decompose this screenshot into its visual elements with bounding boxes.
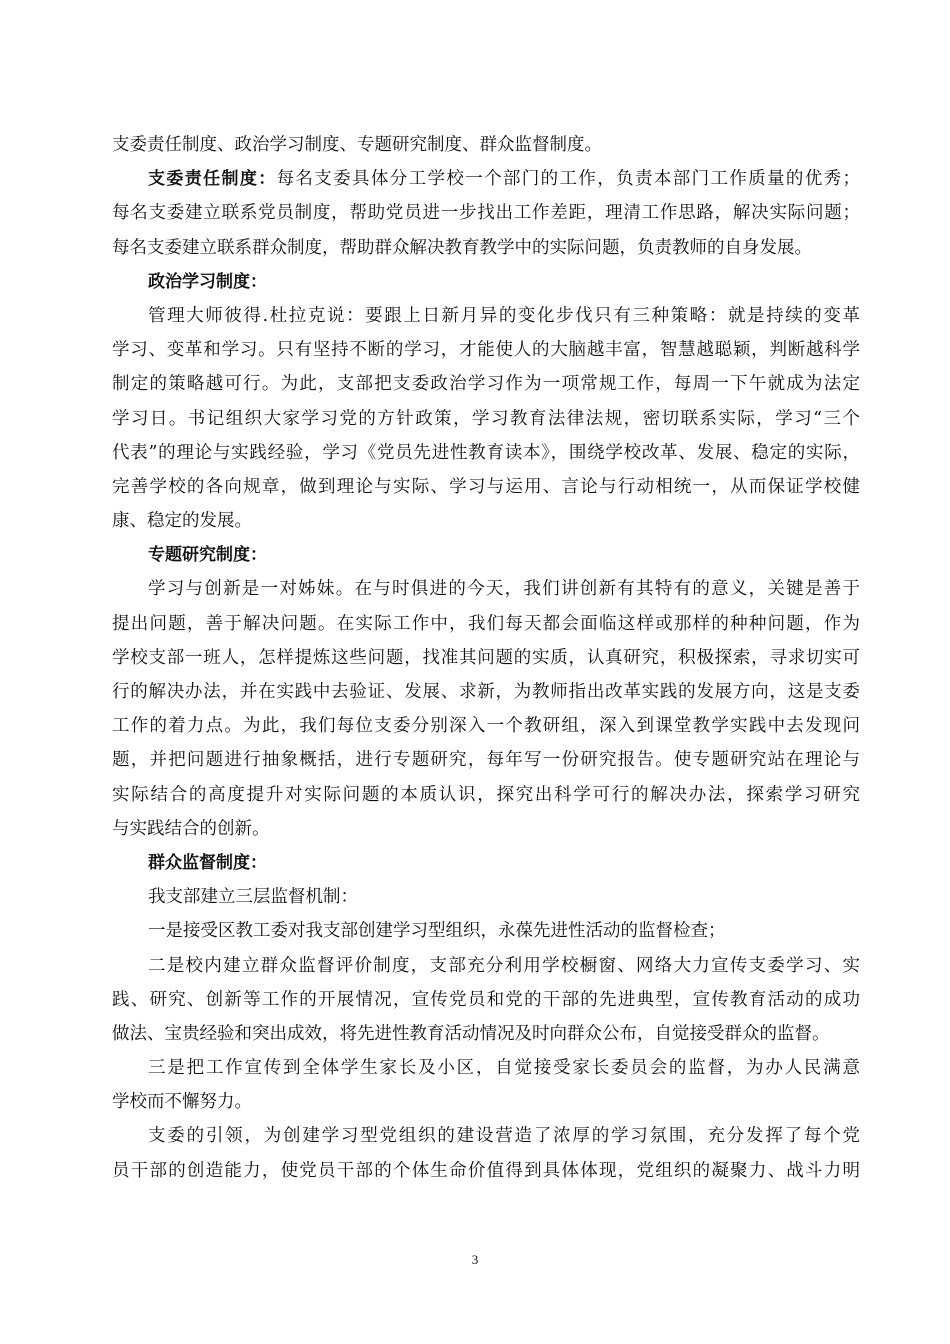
paragraph-line: 践、研究、创新等工作的开展情况，宣传党员和党的干部的先进典型，宣传教育活动的成功 <box>112 989 860 1010</box>
paragraph-line: 学校支部一班人，怎样提炼这些问题，找准其问题的实质，认真研究，积极探索，寻求切实可 <box>112 647 860 668</box>
paragraph-line: 康、稳定的发展。 <box>112 511 252 532</box>
paragraph-line: 做法、宝贵经验和突出成效，将先进性教育活动情况及时向群众公布，自觉接受群众的监督。 <box>112 1023 830 1044</box>
paragraph-line: 每名支委建立联系党员制度，帮助党员进一步找出工作差距，理清工作思路，解决实际问题； <box>112 203 860 224</box>
paragraph-line: 支委责任制度、政治学习制度、专题研究制度、群众监督制度。 <box>112 135 602 155</box>
document-body <box>112 128 860 1188</box>
paragraph-line: 一是接受区教工委对我支部创建学习型组织，永葆先进性活动的监督检查； <box>148 921 726 942</box>
paragraph-line: 代表”的理论与实践经验，学习《党员先进性教育读本》，围绕学校改革、发展、稳定的实际， <box>112 442 860 463</box>
paragraph-line: 三是把工作宣传到全体学生家长及小区，自觉接受家长委员会的监督，为办人民满意 <box>148 1058 860 1079</box>
paragraph-line: 制定的策略越可行。为此，支部把支委政治学习作为一项常规工作，每周一下午就成为法定 <box>112 374 860 395</box>
paragraph-line: 提出问题，善于解决问题。在实际工作中，我们每天都会面临这样或那样的种种问题，作为 <box>112 613 860 634</box>
paragraph-line: 与实践结合的创新。 <box>112 818 270 839</box>
section-heading: 专题研究制度： <box>148 545 267 566</box>
paragraph-line: 学校而不懈努力。 <box>112 1092 252 1113</box>
paragraph-line: 实际结合的高度提升对实际问题的本质认识，探究出科学可行的解决办法，探索学习研究 <box>112 784 860 805</box>
section-heading: 政治学习制度： <box>148 271 267 292</box>
section-heading-inline: 支委责任制度： <box>148 169 277 190</box>
paragraph-line: 我支部建立三层监督机制： <box>148 887 358 908</box>
paragraph-line: 学习与创新是一对姊妹。在与时俱进的今天，我们讲创新有其特有的意义，关键是善于 <box>148 579 860 600</box>
paragraph-line: 完善学校的各向规章，做到理论与实际、学习与运用、言论与行动相统一，从而保证学校健 <box>112 476 860 497</box>
section-heading: 群众监督制度： <box>148 852 267 873</box>
paragraph-line: 支委责任制度：每名支委具体分工学校一个部门的工作，负责本部门工作质量的优秀； <box>148 169 860 190</box>
paragraph-line: 支委的引领，为创建学习型党组织的建设营造了浓厚的学习氛围，充分发挥了每个党 <box>148 1126 860 1147</box>
page-number: 3 <box>471 1252 479 1267</box>
paragraph-line: 工作的着力点。为此，我们每位支委分别深入一个教研组，深入到课堂教学实践中去发现问 <box>112 716 860 737</box>
paragraph-line: 管理大师彼得.杜拉克说：要跟上日新月异的变化步伐只有三种策略：就是持续的变革 <box>148 305 860 326</box>
paragraph-line: 二是校内建立群众监督评价制度，支部充分利用学校橱窗、网络大力宣传支委学习、实 <box>148 955 860 976</box>
paragraph-line: 学习、变革和学习。只有坚持不断的学习，才能使人的大脑越丰富，智慧越聪颖，判断越科学 <box>112 340 860 361</box>
paragraph-line: 行的解决办法，并在实践中去验证、发展、求新，为教师指出改革实践的发展方向，这是支委 <box>112 682 860 702</box>
paragraph-line: 学习日。书记组织大家学习党的方针政策，学习教育法律法规，密切联系实际，学习“三个 <box>112 408 860 429</box>
paragraph-line: 每名支委建立联系群众制度，帮助群众解决教育教学中的实际问题，负责教师的自身发展。 <box>112 237 812 258</box>
paragraph-line: 题，并把问题进行抽象概括，进行专题研究，每年写一份研究报告。使专题研究站在理论与 <box>112 750 860 771</box>
paragraph-line: 员干部的创造能力，使党员干部的个体生命价值得到具体体现，党组织的凝聚力、战斗力明 <box>112 1160 860 1181</box>
